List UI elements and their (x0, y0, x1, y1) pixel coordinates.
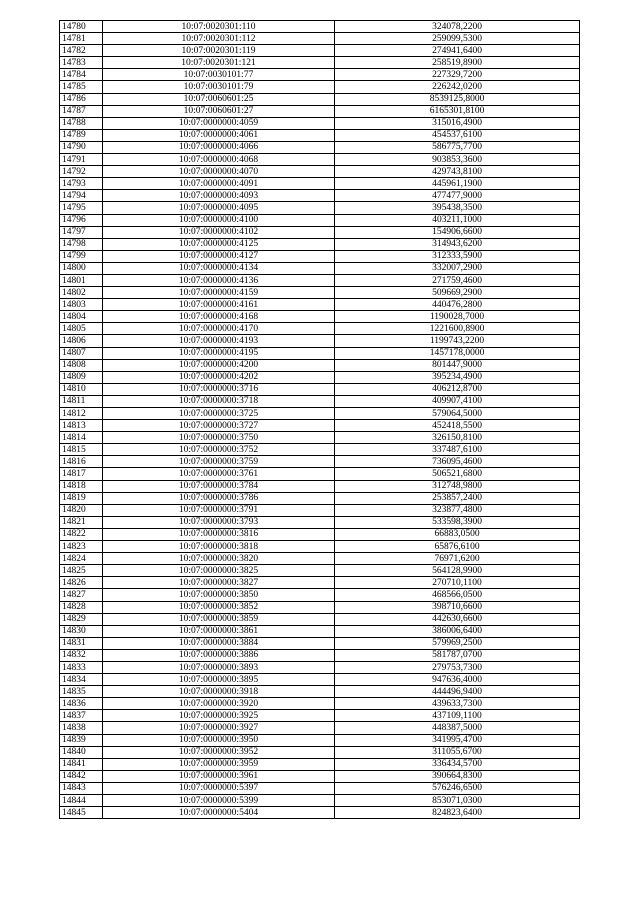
cadastral-number-cell: 10:07:0000000:3920 (103, 698, 335, 710)
value-cell: 8539125,8000 (335, 93, 580, 105)
cadastral-number-cell: 10:07:0000000:4125 (103, 238, 335, 250)
value-cell: 576246,6500 (335, 782, 580, 794)
table-row (60, 129, 580, 141)
row-number-cell: 14809 (60, 371, 103, 383)
table-row (60, 710, 580, 722)
cadastral-number-cell: 10:07:0000000:3825 (103, 565, 335, 577)
row-number-cell: 14833 (60, 661, 103, 673)
value-cell: 824823,6400 (335, 807, 580, 819)
table-row (60, 674, 580, 686)
cadastral-number-cell: 10:07:0030101:79 (103, 81, 335, 93)
row-number-cell: 14798 (60, 238, 103, 250)
value-cell: 439633,7300 (335, 698, 580, 710)
row-number-cell: 14842 (60, 770, 103, 782)
cadastral-number-cell: 10:07:0030101:77 (103, 69, 335, 81)
cadastral-number-cell: 10:07:0000000:3918 (103, 686, 335, 698)
table-row (60, 383, 580, 395)
value-cell: 477477,9000 (335, 190, 580, 202)
row-number-cell: 14817 (60, 468, 103, 480)
value-cell: 324078,2200 (335, 21, 580, 33)
cadastral-number-cell: 10:07:0000000:4168 (103, 311, 335, 323)
row-number-cell: 14822 (60, 528, 103, 540)
cadastral-number-cell: 10:07:0000000:4170 (103, 323, 335, 335)
value-cell: 801447,9000 (335, 359, 580, 371)
value-cell: 506521,6800 (335, 468, 580, 480)
table-row (60, 577, 580, 589)
value-cell: 398710,6600 (335, 601, 580, 613)
row-number-cell: 14840 (60, 746, 103, 758)
table-row (60, 45, 580, 57)
table-row (60, 287, 580, 299)
table-row (60, 166, 580, 178)
value-cell: 903853,3600 (335, 154, 580, 166)
value-cell: 1190028,7000 (335, 311, 580, 323)
table-row (60, 613, 580, 625)
row-number-cell: 14781 (60, 33, 103, 45)
cadastral-number-cell: 10:07:0000000:5397 (103, 782, 335, 794)
row-number-cell: 14791 (60, 154, 103, 166)
row-number-cell: 14841 (60, 758, 103, 770)
table-row (60, 758, 580, 770)
cadastral-number-cell: 10:07:0000000:5404 (103, 807, 335, 819)
cadastral-number-cell: 10:07:0000000:3961 (103, 770, 335, 782)
cadastral-number-cell: 10:07:0060601:27 (103, 105, 335, 117)
row-number-cell: 14845 (60, 807, 103, 819)
value-cell: 579969,2500 (335, 637, 580, 649)
cadastral-number-cell: 10:07:0000000:3852 (103, 601, 335, 613)
value-cell: 271759,4600 (335, 274, 580, 286)
table-row (60, 468, 580, 480)
value-cell: 311055,6700 (335, 746, 580, 758)
row-number-cell: 14836 (60, 698, 103, 710)
value-cell: 326150,8100 (335, 432, 580, 444)
row-number-cell: 14812 (60, 408, 103, 420)
table-row (60, 795, 580, 807)
cadastral-number-cell: 10:07:0000000:3850 (103, 589, 335, 601)
cadastral-value-table (59, 20, 580, 819)
row-number-cell: 14790 (60, 141, 103, 153)
value-cell: 395234,4900 (335, 371, 580, 383)
row-number-cell: 14824 (60, 553, 103, 565)
cadastral-number-cell: 10:07:0020301:121 (103, 57, 335, 69)
cadastral-number-cell: 10:07:0000000:4200 (103, 359, 335, 371)
row-number-cell: 14813 (60, 420, 103, 432)
cadastral-number-cell: 10:07:0000000:3727 (103, 420, 335, 432)
value-cell: 442630,6600 (335, 613, 580, 625)
value-cell: 581787,0700 (335, 649, 580, 661)
value-cell: 65876,6100 (335, 541, 580, 553)
value-cell: 154906,6600 (335, 226, 580, 238)
cadastral-number-cell: 10:07:0000000:4159 (103, 287, 335, 299)
table-row (60, 21, 580, 33)
value-cell: 440476,2800 (335, 299, 580, 311)
cadastral-number-cell: 10:07:0000000:4161 (103, 299, 335, 311)
row-number-cell: 14821 (60, 516, 103, 528)
cadastral-number-cell: 10:07:0000000:3895 (103, 674, 335, 686)
cadastral-number-cell: 10:07:0000000:4070 (103, 166, 335, 178)
row-number-cell: 14839 (60, 734, 103, 746)
row-number-cell: 14837 (60, 710, 103, 722)
cadastral-number-cell: 10:07:0000000:3952 (103, 746, 335, 758)
table-row (60, 81, 580, 93)
table-row (60, 141, 580, 153)
row-number-cell: 14803 (60, 299, 103, 311)
row-number-cell: 14792 (60, 166, 103, 178)
cadastral-number-cell: 10:07:0000000:3820 (103, 553, 335, 565)
value-cell: 409907,4100 (335, 395, 580, 407)
table-row (60, 649, 580, 661)
table-row (60, 444, 580, 456)
table-row (60, 504, 580, 516)
table-row (60, 117, 580, 129)
table-row (60, 238, 580, 250)
table-row (60, 190, 580, 202)
value-cell: 6165301,8100 (335, 105, 580, 117)
value-cell: 258519,8900 (335, 57, 580, 69)
row-number-cell: 14834 (60, 674, 103, 686)
row-number-cell: 14782 (60, 45, 103, 57)
value-cell: 337487,6100 (335, 444, 580, 456)
cadastral-number-cell: 10:07:0000000:3791 (103, 504, 335, 516)
cadastral-number-cell: 10:07:0000000:3786 (103, 492, 335, 504)
row-number-cell: 14831 (60, 637, 103, 649)
value-cell: 332007,2900 (335, 262, 580, 274)
table-row (60, 770, 580, 782)
row-number-cell: 14835 (60, 686, 103, 698)
row-number-cell: 14820 (60, 504, 103, 516)
table-row (60, 359, 580, 371)
table-row (60, 480, 580, 492)
table-row (60, 722, 580, 734)
value-cell: 390664,8300 (335, 770, 580, 782)
value-cell: 226242,0200 (335, 81, 580, 93)
cadastral-number-cell: 10:07:0000000:3884 (103, 637, 335, 649)
value-cell: 66883,0500 (335, 528, 580, 540)
row-number-cell: 14826 (60, 577, 103, 589)
row-number-cell: 14816 (60, 456, 103, 468)
table-row (60, 105, 580, 117)
table-row (60, 311, 580, 323)
row-number-cell: 14829 (60, 613, 103, 625)
cadastral-number-cell: 10:07:0000000:3827 (103, 577, 335, 589)
value-cell: 579064,5000 (335, 408, 580, 420)
value-cell: 323877,4800 (335, 504, 580, 516)
table-row (60, 274, 580, 286)
row-number-cell: 14801 (60, 274, 103, 286)
table-row (60, 178, 580, 190)
row-number-cell: 14811 (60, 395, 103, 407)
value-cell: 227329,7200 (335, 69, 580, 81)
row-number-cell: 14780 (60, 21, 103, 33)
table-row (60, 661, 580, 673)
row-number-cell: 14783 (60, 57, 103, 69)
row-number-cell: 14814 (60, 432, 103, 444)
value-cell: 406212,8700 (335, 383, 580, 395)
value-cell: 314943,6200 (335, 238, 580, 250)
table-row (60, 214, 580, 226)
value-cell: 454537,6100 (335, 129, 580, 141)
row-number-cell: 14825 (60, 565, 103, 577)
table-row (60, 299, 580, 311)
table-row (60, 420, 580, 432)
row-number-cell: 14787 (60, 105, 103, 117)
table-row (60, 408, 580, 420)
value-cell: 429743,8100 (335, 166, 580, 178)
row-number-cell: 14818 (60, 480, 103, 492)
value-cell: 270710,1100 (335, 577, 580, 589)
value-cell: 586775,7700 (335, 141, 580, 153)
cadastral-number-cell: 10:07:0000000:4202 (103, 371, 335, 383)
table-row (60, 371, 580, 383)
cadastral-number-cell: 10:07:0000000:3816 (103, 528, 335, 540)
table-row (60, 69, 580, 81)
table-row (60, 698, 580, 710)
row-number-cell: 14802 (60, 287, 103, 299)
row-number-cell: 14799 (60, 250, 103, 262)
table-row (60, 395, 580, 407)
row-number-cell: 14843 (60, 782, 103, 794)
table-row (60, 93, 580, 105)
cadastral-number-cell: 10:07:0060601:25 (103, 93, 335, 105)
table-row (60, 528, 580, 540)
table-row (60, 553, 580, 565)
row-number-cell: 14808 (60, 359, 103, 371)
cadastral-number-cell: 10:07:0000000:4127 (103, 250, 335, 262)
row-number-cell: 14815 (60, 444, 103, 456)
row-number-cell: 14796 (60, 214, 103, 226)
cadastral-number-cell: 10:07:0000000:3793 (103, 516, 335, 528)
value-cell: 315016,4900 (335, 117, 580, 129)
cadastral-number-cell: 10:07:0020301:112 (103, 33, 335, 45)
cadastral-number-cell: 10:07:0020301:110 (103, 21, 335, 33)
cadastral-number-cell: 10:07:0000000:4134 (103, 262, 335, 274)
value-cell: 403211,1000 (335, 214, 580, 226)
cadastral-number-cell: 10:07:0000000:4066 (103, 141, 335, 153)
cadastral-number-cell: 10:07:0000000:3759 (103, 456, 335, 468)
row-number-cell: 14844 (60, 795, 103, 807)
table-row (60, 335, 580, 347)
row-number-cell: 14805 (60, 323, 103, 335)
value-cell: 253857,2400 (335, 492, 580, 504)
row-number-cell: 14827 (60, 589, 103, 601)
table-row (60, 807, 580, 819)
row-number-cell: 14797 (60, 226, 103, 238)
table-row (60, 154, 580, 166)
cadastral-number-cell: 10:07:0000000:4136 (103, 274, 335, 286)
table-row (60, 432, 580, 444)
cadastral-number-cell: 10:07:0000000:3750 (103, 432, 335, 444)
row-number-cell: 14832 (60, 649, 103, 661)
table-row (60, 782, 580, 794)
table-row (60, 541, 580, 553)
table-row (60, 625, 580, 637)
row-number-cell: 14786 (60, 93, 103, 105)
table-row (60, 734, 580, 746)
cadastral-number-cell: 10:07:0000000:4102 (103, 226, 335, 238)
row-number-cell: 14819 (60, 492, 103, 504)
row-number-cell: 14838 (60, 722, 103, 734)
row-number-cell: 14830 (60, 625, 103, 637)
cadastral-number-cell: 10:07:0000000:4061 (103, 129, 335, 141)
cadastral-number-cell: 10:07:0000000:3861 (103, 625, 335, 637)
row-number-cell: 14784 (60, 69, 103, 81)
row-number-cell: 14789 (60, 129, 103, 141)
table-row (60, 226, 580, 238)
value-cell: 386006,6400 (335, 625, 580, 637)
row-number-cell: 14823 (60, 541, 103, 553)
value-cell: 564128,9900 (335, 565, 580, 577)
row-number-cell: 14788 (60, 117, 103, 129)
value-cell: 452418,5500 (335, 420, 580, 432)
cadastral-number-cell: 10:07:0000000:3752 (103, 444, 335, 456)
value-cell: 853071,0300 (335, 795, 580, 807)
table-row (60, 746, 580, 758)
value-cell: 274941,6400 (335, 45, 580, 57)
value-cell: 312748,9800 (335, 480, 580, 492)
cadastral-number-cell: 10:07:0000000:3725 (103, 408, 335, 420)
row-number-cell: 14804 (60, 311, 103, 323)
cadastral-number-cell: 10:07:0000000:3927 (103, 722, 335, 734)
value-cell: 1199743,2200 (335, 335, 580, 347)
cadastral-number-cell: 10:07:0000000:3959 (103, 758, 335, 770)
table-row (60, 456, 580, 468)
cadastral-number-cell: 10:07:0000000:4100 (103, 214, 335, 226)
row-number-cell: 14793 (60, 178, 103, 190)
value-cell: 437109,1100 (335, 710, 580, 722)
row-number-cell: 14794 (60, 190, 103, 202)
value-cell: 1221600,8900 (335, 323, 580, 335)
value-cell: 1457178,0000 (335, 347, 580, 359)
table-row (60, 202, 580, 214)
table-row (60, 57, 580, 69)
row-number-cell: 14810 (60, 383, 103, 395)
cadastral-number-cell: 10:07:0000000:3886 (103, 649, 335, 661)
row-number-cell: 14828 (60, 601, 103, 613)
table-body (60, 21, 580, 819)
value-cell: 259099,5300 (335, 33, 580, 45)
row-number-cell: 14795 (60, 202, 103, 214)
cadastral-number-cell: 10:07:0000000:3718 (103, 395, 335, 407)
table-row (60, 250, 580, 262)
value-cell: 947636,4000 (335, 674, 580, 686)
value-cell: 76971,6200 (335, 553, 580, 565)
value-cell: 336434,5700 (335, 758, 580, 770)
cadastral-number-cell: 10:07:0000000:4195 (103, 347, 335, 359)
cadastral-number-cell: 10:07:0000000:3950 (103, 734, 335, 746)
cadastral-number-cell: 10:07:0000000:3818 (103, 541, 335, 553)
value-cell: 445961,1900 (335, 178, 580, 190)
table-row (60, 262, 580, 274)
value-cell: 736095,4600 (335, 456, 580, 468)
cadastral-number-cell: 10:07:0000000:4059 (103, 117, 335, 129)
cadastral-number-cell: 10:07:0000000:3893 (103, 661, 335, 673)
cadastral-number-cell: 10:07:0000000:3761 (103, 468, 335, 480)
table-row (60, 686, 580, 698)
value-cell: 395438,3500 (335, 202, 580, 214)
cadastral-number-cell: 10:07:0000000:4091 (103, 178, 335, 190)
value-cell: 509669,2900 (335, 287, 580, 299)
value-cell: 448387,5000 (335, 722, 580, 734)
value-cell: 468566,0500 (335, 589, 580, 601)
cadastral-number-cell: 10:07:0000000:4193 (103, 335, 335, 347)
table-row (60, 347, 580, 359)
table-row (60, 565, 580, 577)
table-row (60, 492, 580, 504)
value-cell: 312333,5900 (335, 250, 580, 262)
cadastral-number-cell: 10:07:0000000:3716 (103, 383, 335, 395)
cadastral-number-cell: 10:07:0000000:3859 (103, 613, 335, 625)
cadastral-number-cell: 10:07:0000000:5399 (103, 795, 335, 807)
cadastral-number-cell: 10:07:0000000:3925 (103, 710, 335, 722)
row-number-cell: 14806 (60, 335, 103, 347)
table-row (60, 323, 580, 335)
table-row (60, 601, 580, 613)
value-cell: 444496,9400 (335, 686, 580, 698)
cadastral-number-cell: 10:07:0000000:4093 (103, 190, 335, 202)
cadastral-number-cell: 10:07:0000000:4095 (103, 202, 335, 214)
value-cell: 341995,4700 (335, 734, 580, 746)
value-cell: 533598,3900 (335, 516, 580, 528)
table-row (60, 516, 580, 528)
row-number-cell: 14807 (60, 347, 103, 359)
cadastral-number-cell: 10:07:0000000:4068 (103, 154, 335, 166)
value-cell: 279753,7300 (335, 661, 580, 673)
table-row (60, 589, 580, 601)
row-number-cell: 14785 (60, 81, 103, 93)
cadastral-number-cell: 10:07:0000000:3784 (103, 480, 335, 492)
row-number-cell: 14800 (60, 262, 103, 274)
table-row (60, 33, 580, 45)
table-row (60, 637, 580, 649)
cadastral-number-cell: 10:07:0020301:119 (103, 45, 335, 57)
